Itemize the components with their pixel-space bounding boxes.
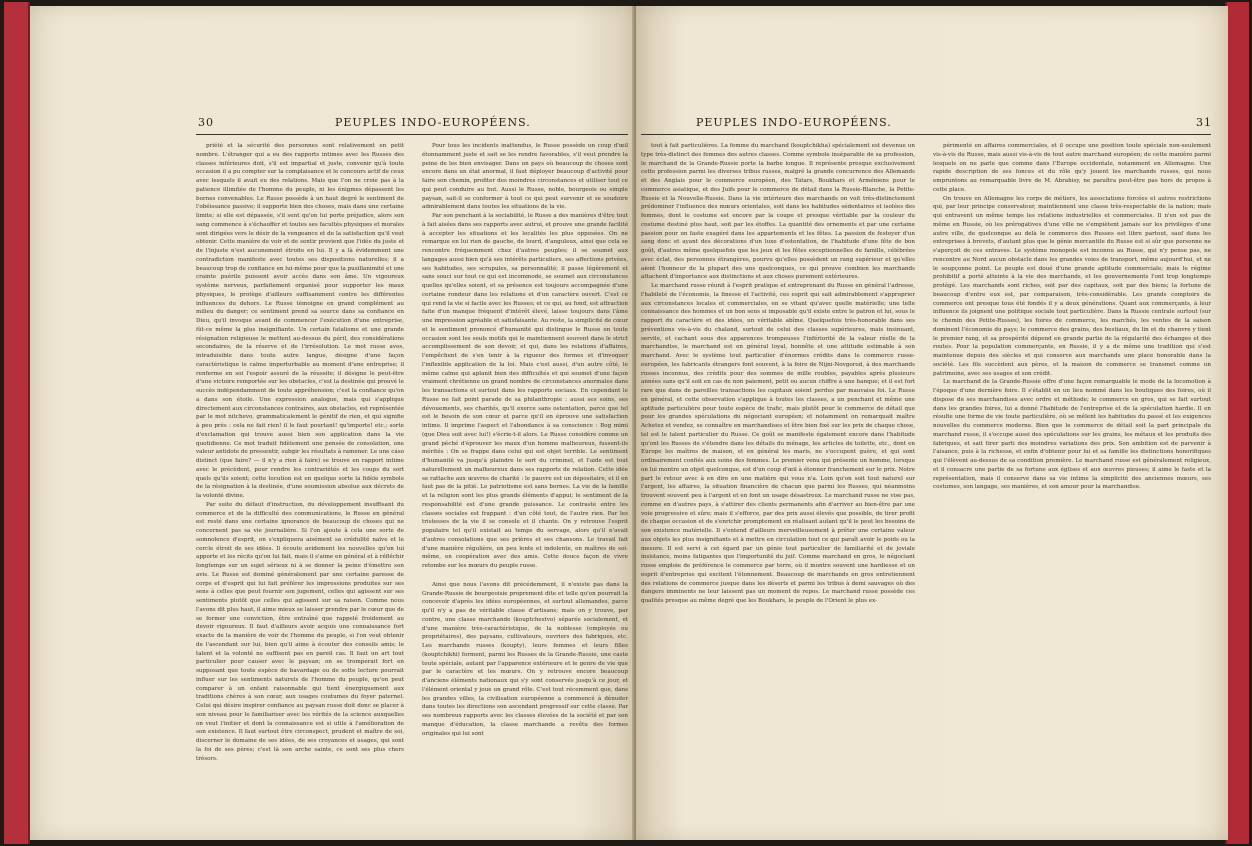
right-header-rule [641,134,1211,135]
left-column-1 [196,142,404,832]
paragraph: On trouve en Allemagne les corps de métiers, les associations forcées et autres restrictions qui, par leur principe conservateur, maintiennent une classe très-respectable de la nation; mais qui entravent un même temps les relations industrielles et commerciales. Il n'en est pas de même en Russie, où les prérogatives d'une ville ne s'empiètent jamais sur les privilèges d'une autre ville, de quelconque au delà le commerce des Russes est libre partout, sauf dans les entreprises à brevets, d'autant plus que le génie mercantile du Russe est si sûr que personne ne s'aperçoit de ces entraves. Le système monopole est inconnu au Russe, qui n'y pense pas, ne rencontre au Nord aucun obstacle dans les grandes voies de transport, même aujourd'hui, et ne le soupçonne point. Le peuple est doué d'une grande aptitude commerciale; mais le régime prohibitif a porté atteinte à la vie des marchands, et les gouvernements l'ont trop longtemps protégé. Les marchands sont riches, soit par des capitaux, soit par des biens; la fortune de beaucoup d'entre eux est, par comparaison, très-considérable. Les grands comptoirs de commerce ont presque tous été fondés il y a deux générations. Quant aux commerçants, à leur influence ils joignent une politique sociale tout particulière. Dans la Russie centrale surtout (sur le chemin des Petite-Russes), les foires de commerce, les marchés, les ventes de la saison dominent l'économie du pays; le commerce des grains, des bestiaux, du lin et du chanvre y tient le premier rang, et sa prospérité dépend en grande partie de la régularité des échanges et des routes. Pour la population commerçante, en Russie, il y a de même une tradition qui s'est maintenue depuis des siècles et qui conserve aux marchands une place honorable dans la société. Les fils succèdent aux pères, et la maison de commerce se transmet comme un patrimoine, avec ses usages et son crédit. [933,195,1211,377]
left-column-2 [422,142,628,832]
book-cover-edge-right [1225,2,1249,844]
right-column-1 [641,142,915,832]
paragraph: périmenté en affaires commerciales, et il occupe une position toute spéciale non-seulement vis-à-vis du Russe, mais aussi vis-à-vis de tout autre marchand européen; de cette manière parmi lesquels on ne parle que comme dans l'Europe occidentale, notamment en Allemagne. Une rapide description de ses fonces et du rôle qu'y jouent les marchands russes, qui nous empruntons au remarquable livre de M. Abrahisy, ne paraîtra peut-être pas hors de propos à cette place. [933,143,1211,193]
paragraph: tout à fait particulières. La femme du marchand (kouptchikha) spécialement est devenue un type très-distinct des femmes des autres classes. Comme symbole inséparable de sa profession, le marchand de la Grande-Russie porte la barbe longue. Il représente presque exclusivement cette profession parmi les diverses tribus russes, malgré la grande concurrence des Allemands et des Anglais pour le commerce européen, des Tatars, Boukhars et Arméniens pour le commerce asiatique, et des Juifs pour le commerce de détail dans la Russie-Blanche, la Petite-Russie et la Nouvelle-Russie. Dans la vie intérieure des marchands on voit très-distinctement prédominer l'influence des mœurs orientales, soit dans les habitudes sédentaires et isolées des femmes, dont le costume est encore par la coupe et presque véritable par la couleur du costume destiné plus haut, soit par les étoffes. La quantité des ornements et par une certaine passion pour un faste exagéré dans les appartements et les fêtes. La passion de festoyer d'un sang donc et ayant des décorations d'un luxe d'ostentation, de l'habitude d'une fête de bon goût, d'autres même quelquefois que les jeux et les fêtes exceptionnelles de famille, célébrées avec éclat, des personnes étrangères, pourvu qu'elles possèdent un rang supérieur et qu'elles aient l'honneur de la plupart des uns quelconques, ce qui prouve combien les marchands attachent d'importance aux distinctions et aux choses purement extérieures. [641,143,915,281]
left-header-rule [196,134,628,135]
right-page [636,6,1228,840]
left-running-title: PEUPLES INDO-EUROPÉENS. [335,116,531,129]
paragraph: Ainsi que nous l'avons dit précédemment, il n'existe pas dans la Grande-Russie de bourgeoisie proprement dite et telle qu'on pourrait la concevoir d'après les idées européennes, et surtout allemandes, parce qu'il n'y a pas de véritable classe d'artisans; mais on y trouve, par contre, une classe marchande (kouptchestvo) séparée socialement, et d'une manière très-caractéristique, de la noblesse (employés ou propriétaires), des paysans, cultivateurs, ouvriers des fabriques, etc. Les marchands russes (koupty), leurs femmes et leurs filles (kouptchikhi) forment, parmi les Russes de la Grande-Russie, une caste toute spéciale, autant par l'apparence extérieure et le genre de vie que par le caractère et les mœurs. On y retrouve encore beaucoup d'anciens éléments nationaux qui s'y sont conservés jusqu'à ce jour, et l'élément oriental y joue un grand rôle. C'est tout récemment que, dans les grandes villes, la civilisation européenne a commencé à dénuder dans toutes les directions son ascendant progressif sur cette classe. Par ses nombreux rapports avec les classes élevées de la société et par son manque d'éducation, la classe marchande a revêtu des formes originales qui lui sont [422,581,628,737]
book-cover-edge-left [4,2,30,844]
paragraph: Par suite du défaut d'instruction, du développement insuffisant du commerce et de la difficulté des communications, le Russe en général est resté dans une certaine ignorance de beaucoup de choses qui ne concernent pas sa vie journalière. Si l'on ajoute à cela une sorte de somnolence d'esprit, on s'expliquera aisément sa crédulité naïve et le cercle étroit de ses idées. Il écoute avidement les nouvelles qu'on lui apporte et les récits qu'on lui fait, mais il s'aime en général et à réfléchir longtemps sur un sujet sérieux ni à se donner la peine d'émettre son avis. Le Russe est dominé généralement par une certaine paresse de corps et d'esprit qui lui fait préférer les impressions produites sur ses sens à celles que peut fournir son jugement, celles qui agissent sur ses sentiments plutôt que celles qui agissent sur sa raison. Comme nous l'avons dit plus haut, il aime mieux se laisser prendre par le cœur que de se former une conviction, être entraîné que rappelé froidement au devoir rigoureux. Il faut d'ailleurs avoir acquis une connaissance fort exacte de la manière de voir de l'homme du peuple, si l'on veut obtenir de l'ascendant sur lui, bien qu'il aime à écouter des conseils amis; le talent et la volonté ne suffisent pas en pareil cas. Il faut un art tout particulier pour causer avec le paysan; on se tromperait fort en supposant que toute espèce de bavardage ou de sotte lecture pourrait influer sur les sentiments naturels de l'homme du peuple, qu'on peut comparer à un enfant raisonnable qui tient énergiquement aux traditions chères à son cœur, aux usages coutumes du foyer paternel. Celui qui désire inspirer confiance au paysan russe doit donc se placer à son niveau pour le familiariser avec les vérités de la science auxquelles on veut l'initier et dont la connaissance est si utile à l'amélioration de son existence. Il faut surtout être circonspect, prudent et maître de soi, discerner le domaine de ses idées, de ses croyances et usages, qui sont la foi de ses pères; c'est là son arche sainte, ce sont ses plus chers trésors. [196,501,404,762]
paragraph: Le marchand de la Grande-Russie offre d'une façon remarquable le mode de la locomotion à l'époque d'une dernière foire. Il s'établit en un lieu nommé dans les boutiques des foires, où il dispose de ses marchandises avec ordre et méthode; le commerce en gros, qui se fait surtout dans les grandes foires, lui a donné l'habitude de l'entreprise et de la spéculation hardie. Il en résulte une forme de vie toute particulière, où se mêlent les habitudes du passé et les exigences nouvelles du commerce moderne. Bien que le commerce de détail soit la part principale du marchand russe, il s'occupe aussi des spéculations sur les grains, les métaux et les produits des fabriques, et sait tirer parti des moindres variations des prix. Son ambition est de parvenir à l'aisance, puis à la richesse, et enfin d'obtenir pour lui et sa famille les distinctions honorifiques qui l'élèvent au-dessus de sa condition première. Le marchand russe est généralement religieux, et il consacre une partie de sa fortune aux églises et aux œuvres pieuses; il aime le faste et la représentation, mais il conserve dans sa vie intime la simplicité des anciennes mœurs, ses costumes, son langage, ses manières, et son amour pour la marchandise. [933,379,1211,491]
paragraph: priété et la sécurité des personnes sont relativement en petit nombre. L'étranger qui a eu des rapports intimes avec les Russes des classes inférieures doit, s'il est impartial et juste, convenir qu'à toute occasion il a pu compter sur la complaisance et le concours actif de ceux avec lesquels il avait eu des relations. Mais que l'on ne croie pas à la patience illimitée de l'homme du peuple, ni les énigmes dépassent les bornes convenables. Le Russe possède à un haut degré le sentiment de l'obéissance passive; il supporte bien des choses, mais dans une certaine limite; si elle est dépassée, s'il sent qu'on lui porte préjudice, alors son sang commence à s'échauffer et toutes ses facultés physiques et morales sont dirigées vers le désir de la vengeance et de la satisfaction qu'il veut obtenir. Cette manière de voir et de sentir provient que l'idée du juste et de l'injuste n'est aucunement étroite en lui. Il y a là évidemment une contradiction manifeste avec toutes ses dispositions naturelles; il a beaucoup trop de confiance en lui-même pour que la pusillanimité et une crainte puérile puissent avoir accès dans son âme. Un vigoureux système nerveux, parfaitement organisé pour supporter les maux physiques, le protège d'ailleurs suffisamment contre les différentes influences du dehors. Le Russe témoigne en grand complément au milieu du danger; ce sentiment prend sa source dans sa confiance en Dieu, qu'il invoque avant de commencer l'exécution d'une entreprise, fût-ce même la plus insignifiante. Un certain fatalisme et une grande résignation religieuse le mettent au-dessus du péril, des considérations secondaires, de la réserve et de l'irrésolution. Le mot russe avos, intraduisible dans toute autre langue, désigne d'une façon caractéristique le calme imperturbable au moment d'une entreprise; il renferme en soi l'espoir assuré de la réussite; il désigne le peut-être d'une victoire remportée sur les obstacles, c'est la destinée qui prouvé le succès indépendamment de toute appréhension; c'est la confiance qu'on a dans son étoile. Une expression analogue, mais qui s'applique directement aux circonstances contraires, aux obstacles, est représentée par le mot nitchevo, grammaticalement le génitif de rien, et qui signifie à peu près : cela ne fait rien! il le faut pourtant! qu'importe! etc.; sorte d'exclamation qui trouve aussi bien son application dans la vie quotidienne. Ce mot traduit fidèlement une pensée de consolation, une valeur antidote de pressentir, subgir les résultats à ramener. Le une cáso distinct (que faire? — il n'y a rien à faire) se trouve en rapport intime avec le précédent, pour rendre les contrariétés et les coups du sort quels qu'ils soient; cette locution est en quelque sorte la fidèle symbole de la résignation à la destinée, d'une soumission absolue aux décrets de la volonté divine. [196,143,404,499]
right-column-2 [933,142,1211,832]
right-page-header [636,116,1228,134]
right-running-title: PEUPLES INDO-EUROPÉENS. [696,116,892,129]
left-page [30,6,636,840]
paragraph: Par son penchant à la sociabilité, le Russe a des manières d'être tout à fait aisées dans ses rapports avec autrui, et prouve une grande facilité à accepter les situations et les localités les plus opposées. On ne remarque en lui rien de gauche, de lourd, d'anguleux, ainsi que cela se rencontre fréquemment chez d'autres peuples; il se soumet aux langages aussi bien qu'à ses intérêts particuliers, ses affections privées, ses habitudes, ses scrupules, sa personnalité; il passe légèrement et sans souci sur tout ce qui est incommode, se soumet aux circonstances quelles qu'elles soient, et sa présence est toujours accompagnée d'une certaine rondeur dans les relations et d'un caractère ouvert. C'est ce qui rend la vie si facile avec les Russes; et ce qui, au fond, est attraction faite d'un manque fréquent d'intérêt élevé, laisse toujours dans l'âme une impression agréable et satisfaisante. Au reste, la simplicité de cœur et le sentiment prononcé d'humanité qui distingue le Russe en toute occasion sont les seuls motifs qui le maintiennent souvent dans le strict accomplissement de son devoir, et qui, dans les relations d'affaires, l'empêchent de s'en tenir à la rigueur des formes et d'invoquer l'inflexible application de la loi. Mais c'est aussi, d'un autre côté, le même calme qui aplanit bien des difficultés et qui soumet d'une façon vraiment chrétienne un grand nombre de circonstances anormales dans les transactions et surtout dans les rapports sociaux. En cependant le Russe ne fait point parade de sa philanthropie : aussi ses soins, ses dévouements, ses charités, qu'il exerce sans ostentation, parce que tel est le besoin de son cœur et parce qu'il en éprouve une satisfaction intime. Il imprime l'aspect et l'abondance à sa conscience : Bog mimi (que Dieu soit avec lui!) s'écrie-t-il alors. Le Russe considère comme un grand péché d'éprouver les maux d'un homme malheureux, fussent-ils mérités : On se frappe dans celui qui est objet terrible. Le sentiment d'humanité va jusqu'à plaindre le sort du criminel, et l'aide est tout naturellement un malheureux dans ses rapports de relation. Cette idée se rattache aux œuvres de charité : le pauvre est un dépositaire, et il en faut pas de la pitié. Le patriotisme est sans bornes. La vie de la famille et la religion sont les plus grands éléments d'appui; le sentiment de la responsabilité est d'une grande puissance. Le contraste entre les classes sociales est frappant : d'un côté tout, de l'autre rien. Par les tristesses de la vie il se console et il chante. On y retrouve l'esprit populaire tel qu'il existait au temps du servage, alors qu'il n'avait d'autres consolations que ses prières et ses chansons. Le travail fait d'une manière régulière, un peu lente et indolente, en maîtres de soi-même, en coopération avec des amis. Cette douce façon de vivre retombe sur les mœurs du peuple russe. [422,213,628,569]
paragraph: Pour tous les incidents inattendus, le Russe possède un coup d'œil étonnamment juste et sait se les rendre favorables, s'il veut prendre la peine de les bien envisager. Dans un pays où beaucoup de choses sont encore dans un état anormal, il faut déployer beaucoup d'activité pour faire son chemin, profiter des moindres circonstances et utiliser tout ce qui peut conduire au but. Aussi le Russe, noble, bourgeois ou simple paysan, sait-il se conformer à tout ce qui peut survenir et se soudoire admirablement dans toutes les situations de la vie. [422,143,628,211]
right-page-number: 31 [1196,116,1212,129]
paragraph: Le marchand russe réunit à l'esprit pratique et entreprenant du Russe en général l'adresse, l'habileté de l'économie, la finesse et l'activité, ces esprit qui sait admirablement s'approprier aux circonstances locales et commerciales, en se vitant qu'avec quelle matérielle; une telle connaissance des hommes et un bon sens si imposable qu'il existe entre le patron et lui, sous le rapport du caractère et des idées, un véritable abîme. Quelquefois très-honorable dans ses préventions vis-à-vis du chaland, surtout de celui des classes supérieures, mais insinuant, servile, et cachant sous des apparences trompeuses l'infériorité de la valeur réelle de la marchandise, le marchand est en général loyal, honnête et une attitude estimable à son marchand. Avec le système tout particulier d'énormes crédits dans le commerce russe-européen, les fabricants étrangers font souvent, à la foire de Nijni-Novgorod, à des marchands russes inconnus, des crédits pour des sommes de mille roubles, payables après plusieurs années sans qu'il soit en cas de non paiement, petit ou aucun chiffre à une banque; et il est fort rare que dans de pareilles transactions les capitaux soient perdus par mauvaise foi. Le Russe en général, et cette observation s'applique à toutes les classes, a un penchant et même une aptitude particulière pour toute espèce de trafic, mais plutôt pour le commerce de détail que pour les grandes spéculations du négociant européen; et notamment on remarquait maître Achetez et vendez, se connaître en marchandises et être bien fixé sur les prix de chaque chose, tel est le talent particulier du Russe. Ce goût se manifeste également encore dans l'habitude qu'ont les Russes de s'étendre dans les détails du ménage, les articles de toilette, etc., dont en Europe les maîtres de maison, et en général les maris, ne s'occupent guère, et qui sont ordinairement confiés aux soins des femmes. Le premier venu qui présente un homme, lorsque on lui montre un objet quelconque, est d'un coup d'œil à étonner franchement sur le prix. Notre part le retour avec à en dire en une matière qui vous n'a. Loin qu'on soit tout naturel sur l'argent, les affaires, la situation financière de chacun que parmi les Russes, qui néanmoins trouvent souvent peu à l'argent et en font un usage désastreux. Le marchand russe ne vise pas, comme en d'autres pays, à s'attirer des clients permanents afin d'arriver au bien-être par une voie progressive et sûre; mais il s'efforce, par des prix aussi élevés que possible, de tirer profit de chaque occasion et de s'enrichir promptement en réalisant autant qu'il le peut les besoins de son existence matérielle. Il s'entend d'ailleurs merveilleusement à prêter une certaine valeur aux objets les plus insignifiants et à mettre en circulation tout ce qui paraît avoir le poids ou la mesure. Il est servi à cet égard par un génie tout particulier de familiarité et de joviale insistance, moins fatigantes que l'importunité du juif. Comme marchand en gros, le négociant russe emploie de préférence le commerce par terre, où il montre souvent une hardiesse et un esprit d'entreprise qui excitent l'étonnement. Beaucoup de marchands en gros entretiennent des relations de commerce jusque dans les déserts et parmi les tribus à demi sauvages où des dangers imminents ne leur laissent pas un moment de repos. Le marchand russe possède ces qualités presque au même degré que les Boukhars, le peuple de l'Orient le plus ex- [641,283,915,604]
left-page-number: 30 [198,116,214,129]
left-page-header [30,116,636,134]
